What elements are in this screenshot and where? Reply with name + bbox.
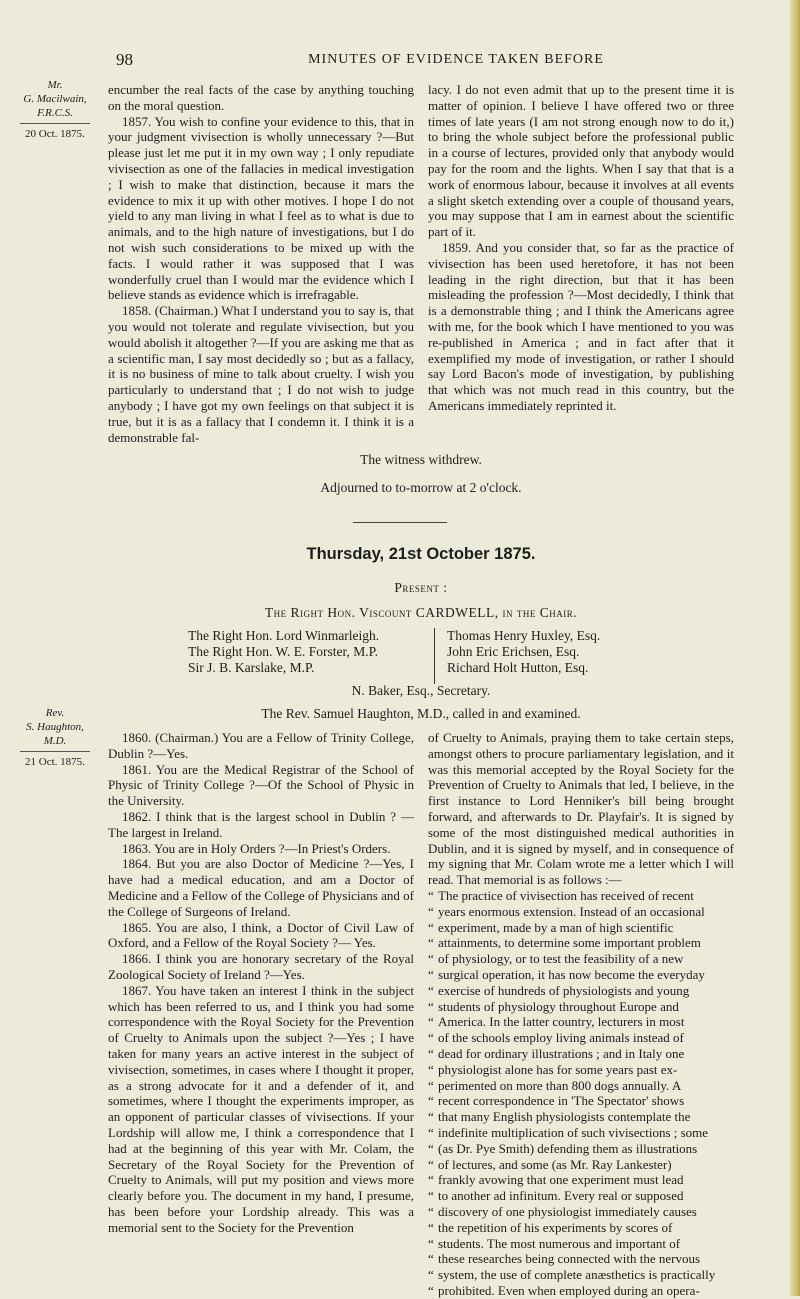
- quote-line: “ years enormous extension. Instead of an occasional: [428, 904, 734, 920]
- column-2: [428, 82, 734, 414]
- quote-line: “ that many English physiologists contemplate the: [428, 1109, 734, 1125]
- quote-line: “ (as Dr. Pye Smith) defending them as illustrations: [428, 1141, 734, 1157]
- margin-post: F.R.C.S.: [37, 107, 73, 119]
- quote-line: “ indefinite multiplication of such vivisections ; some: [428, 1125, 734, 1141]
- witness-withdrew: The witness withdrew.: [360, 452, 482, 467]
- quote-line: “ attainments, to determine some important problem: [428, 935, 734, 951]
- running-head: MINUTES OF EVIDENCE TAKEN BEFORE: [308, 52, 604, 67]
- member-name: Thomas Henry Huxley, Esq.: [447, 628, 601, 643]
- quote-line: “ students of physiology throughout Europe and: [428, 999, 734, 1015]
- quote-line: “ discovery of one physiologist immediately causes: [428, 1204, 734, 1220]
- margin-date: 20 Oct. 1875.: [20, 123, 90, 141]
- quote-line: “ experiment, made by a man of high scientific: [428, 920, 734, 936]
- quote-line: “ the repetition of his experiments by scores of: [428, 1220, 734, 1236]
- quote-line: “ of physiology, or to test the feasibility of a new: [428, 951, 734, 967]
- quote-line: “ exercise of hundreds of physiologists and young: [428, 983, 734, 999]
- paragraph: of Cruelty to Animals, praying them to take certain steps, amongst others to procure parliamentary legislation, and it was this memorial accepted by the Royal Society for the Prevention of Cruelty to Animals that led, I believe, in the first instance to Lord Henniker's bill being brought forward, and afterwards to Dr. Playfair's. It is signed by some of the most distinguished medical authorities in Dublin, and it is signed by myself, and in consequence of my signing that Mr. Colam wrote me a letter which I will read. That memorial is as follows :—: [428, 730, 734, 888]
- member-name: John Eric Erichsen, Esq.: [447, 644, 580, 659]
- quote-line: “ America. In the latter country, lecturers in most: [428, 1014, 734, 1030]
- paragraph: 1863. You are in Holy Orders ?—In Priest's Orders.: [122, 840, 391, 856]
- quote-line: “ system, the use of complete anæsthetics is practically: [428, 1267, 734, 1283]
- margin-note-witness-2: [12, 706, 98, 769]
- margin-name: S. Haughton,: [26, 721, 84, 733]
- paragraph: 1857. You wish to confine your evidence to this, that in your judgment vivisection is wholly unnecessary ?—But please just let me put it in my own way ; I only repudiate vivisection as one of the fallacies in medical investigation ; I wish to make that distinction, because it mars the evidence to mix it up with other motives. I hope I do not yield to any man living in what I feel as to what is due to animals, and to the high nature of investigations, but I do not wish such considerations to be mixed up with the facts. I would rather it was supposed that I was wonderfully cruel than I would mar the evidence which I believe stands as evidence which is irrefragable.: [108, 113, 414, 303]
- quote-line: “ students. The most numerous and important of: [428, 1236, 734, 1252]
- quote-line: “ frankly avowing that one experiment must lead: [428, 1172, 734, 1188]
- paragraph: 1867. You have taken an interest I think in the subject which has been referred to us, and I think you had some correspondence with the Royal Society for the Prevention of Cruelty to Animals upon the subject ?—Yes ; I have taken for many years an active interest in the subject of vivisection, sometimes, in cases where I thought it proper, as a strong advocate for it and a defender of it, and sometimes, where I thought the experiments improper, as an opponent of particular classes of vivisections. If your Lordship will allow me, I think a correspondence that I had at the beginning of this year with Mr. Colam, the Secretary of the Royal Society for the Prevention of Cruelty to Animals, will put my position and views more clearly before you. The document in my hand, I presume, has been before your Lordship already. This was a memorial sent to the Society for the Prevention: [108, 982, 414, 1235]
- paragraph: 1860. (Chairman.) You are a Fellow of Trinity College, Dublin ?—Yes.: [108, 730, 414, 761]
- margin-note-witness-1: [12, 78, 98, 141]
- column-1: [108, 82, 414, 445]
- quote-line: “ surgical operation, it has now become the everyday: [428, 967, 734, 983]
- members-right: [434, 628, 707, 684]
- page-header: [0, 50, 800, 74]
- paragraph: 1862. I think that is the largest school in Dublin ? —The largest in Ireland.: [108, 808, 414, 840]
- column-4: [428, 730, 734, 1299]
- quote-line: “ to another ad infinitum. Every real or supposed: [428, 1188, 734, 1204]
- margin-post: M.D.: [43, 735, 67, 747]
- chair-line: The Right Hon. Viscount CARDWELL, in the Chair.: [264, 605, 578, 620]
- quote-line: “ these researches being connected with the nervous: [428, 1251, 734, 1267]
- paragraph: 1866. I think you are honorary secretary of the Royal Zoological Society of Ireland ?—Yes.: [108, 951, 414, 982]
- page-edge: [790, 0, 800, 1296]
- member-name: Sir J. B. Karslake, M.P.: [188, 660, 315, 675]
- page-number: 98: [116, 50, 133, 69]
- paragraph: 1858. (Chairman.) What I understand you to say is, that you would not tolerate and regulate vivisection, but you would abolish it altogether ?—If you are asking me that as a scientific man, I say most decidedly so ; but as a fallacy, it is no business of mine to talk about cruelty. I wish you particularly to understand that ; I do not wish to judge anybody ; I have got my own feelings on that subject it is true, but it is as a fallacy that I condemn it. I think it is a demonstrable fal-: [108, 303, 414, 445]
- divider-rule: [353, 522, 447, 523]
- margin-title: Mr.: [47, 79, 63, 91]
- column-3: [108, 730, 414, 1236]
- paragraph: encumber the real facts of the case by anything touching on the moral question.: [108, 82, 414, 113]
- secretary-line: N. Baker, Esq., Secretary.: [351, 683, 491, 698]
- paragraph: 1861. You are the Medical Registrar of the School of Physic of Trinity College ?—Of the School of Physic in the University.: [108, 761, 414, 809]
- members-left: [188, 628, 420, 676]
- quote-line: “ physiologist alone has for some years past ex-: [428, 1062, 734, 1078]
- sitting-date: Thursday, 21st October 1875.: [306, 545, 536, 563]
- margin-name: G. Macilwain,: [23, 93, 87, 105]
- quote-line: “ of lectures, and some (as Mr. Ray Lankester): [428, 1157, 734, 1173]
- witness-called: The Rev. Samuel Haughton, M.D., called in and examined.: [261, 706, 581, 721]
- quote-line: “ The practice of vivisection has received of recent: [428, 888, 734, 904]
- paragraph: lacy. I do not even admit that up to the present time it is matter of opinion. I believe I have offered two or three times of late years (I am not strong enough now to do it,) to bring the whole subject before the professional public in a course of lectures, provided only that anybody would pay for the room and the lights. When I say that that is a work of enormous labour, because it involves at all events a slight sketch extending over a couple of thousand years, you may suppose that I am in earnest about the scientific part of it.: [428, 82, 734, 240]
- member-name: Richard Holt Hutton, Esq.: [447, 660, 589, 675]
- quote-line: “ dead for ordinary illustrations ; and in Italy one: [428, 1046, 734, 1062]
- quote-line: “ of the schools employ living animals instead of: [428, 1030, 734, 1046]
- quote-line: “ perimented on more than 800 dogs annually. A: [428, 1078, 734, 1094]
- member-name: The Right Hon. W. E. Forster, M.P.: [188, 644, 378, 659]
- member-name: The Right Hon. Lord Winmarleigh.: [188, 628, 380, 643]
- paragraph: 1864. But you are also Doctor of Medicine ?—Yes, I have had a medical education, and am a Doctor of Medicine and a Fellow of the College of Physicians and of the College of Surgeons of Ireland.: [108, 856, 414, 919]
- adjournment-note: Adjourned to to-morrow at 2 o'clock.: [320, 480, 522, 495]
- quote-line: “ prohibited. Even when employed during an opera-: [428, 1283, 734, 1299]
- present-label: Present :: [394, 580, 448, 595]
- quote-line: “ recent correspondence in 'The Spectator' shows: [428, 1093, 734, 1109]
- paragraph: 1865. You are also, I think, a Doctor of Civil Law of Oxford, and a Fellow of the Royal Society ?— Yes.: [108, 919, 414, 951]
- margin-title: Rev.: [45, 707, 65, 719]
- paragraph: 1859. And you consider that, so far as the practice of vivisection has been used heretofore, it has not been leading in the right direction, but that it has been misleading the profession ?—Most decidedly, I think that is a demonstrable thing ; and I think the Americans agree with me, for the book which I have mentioned to you was re-published in America ; and in fact after that it exemplified my mode of investigation, or rather I should say Lord Bacon's mode of investigation, by publishing that which was not much read in this country, but the Americans immediately reprinted it.: [428, 239, 734, 413]
- margin-date: 21 Oct. 1875.: [20, 751, 90, 769]
